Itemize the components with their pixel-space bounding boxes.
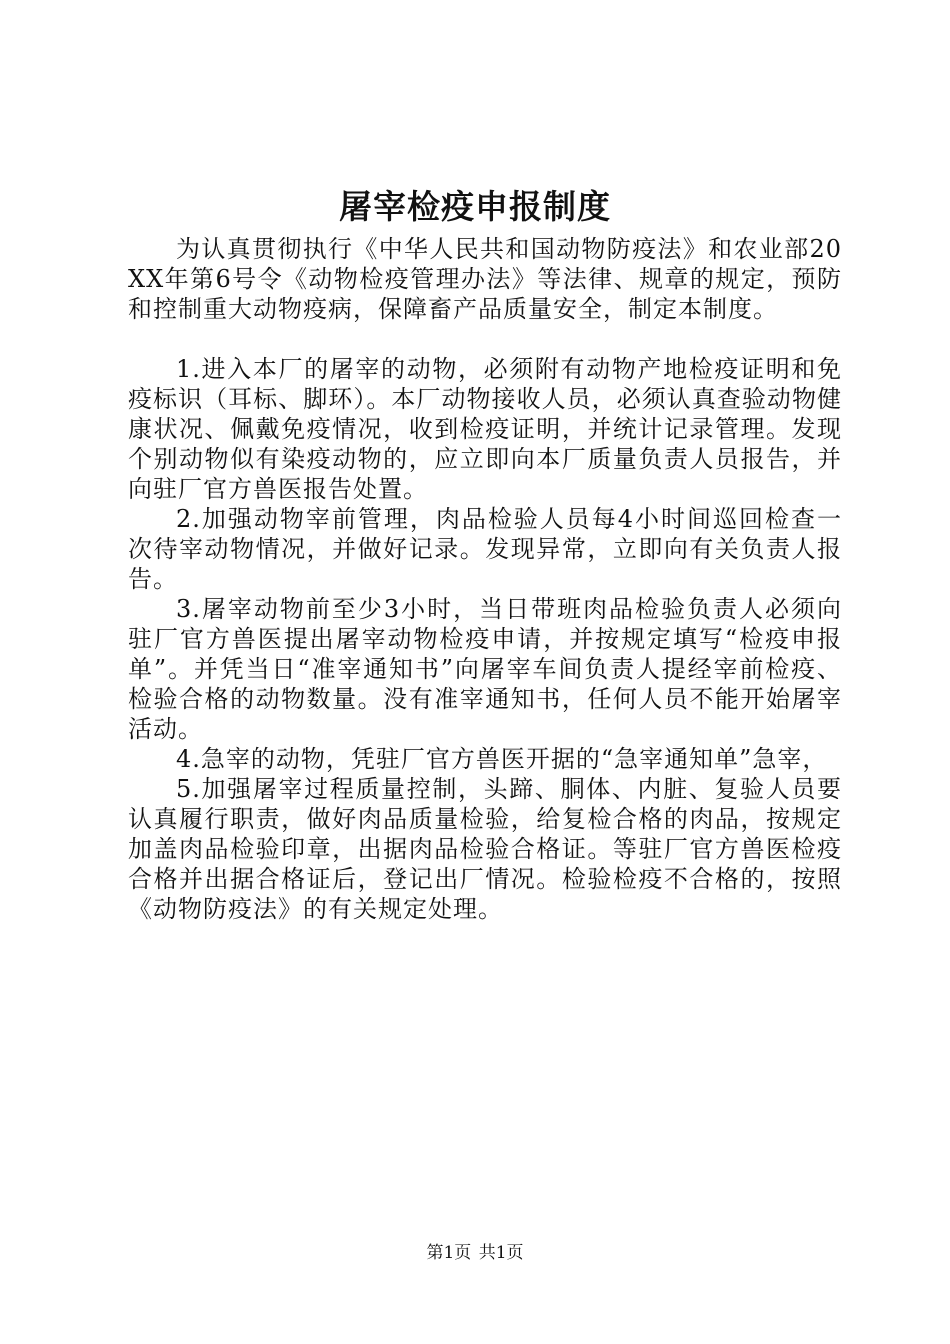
clause-paragraph-4: 4.急宰的动物，凭驻厂官方兽医开据的“急宰通知单”急宰， [176, 745, 828, 773]
clause-paragraph-1: 1.进入本厂的屠宰的动物，必须附有动物产地检疫证明和免疫标识（耳标、脚环）。本厂动物接收人员，必须认真查验动物健康状况、佩戴免疫情况，收到检疫证明，并统计记录管理。发现个别动物似有染疫动物的，应立即向本厂质量负责人员报告，并向驻厂官方兽医报告处置。 [128, 355, 842, 503]
page-total: 共1页 [478, 1243, 524, 1263]
clause-paragraph-2: 2.加强动物宰前管理，肉品检验人员每4小时间巡回检查一次待宰动物情况，并做好记录。发现异常，立即向有关负责人报告。 [128, 505, 842, 593]
document-title: 屠宰检疫申报制度 [339, 187, 611, 226]
page-footer [0, 1242, 950, 1264]
page-number: 第1页 [426, 1243, 472, 1263]
document-body [128, 234, 842, 924]
clause-paragraph-3: 3.屠宰动物前至少3小时，当日带班肉品检验负责人必须向驻厂官方兽医提出屠宰动物检疫申请，并按规定填写“检疫申报单”。并凭当日“准宰通知书”向屠宰车间负责人提经宰前检疫、检验合格的动物数量。没有准宰通知书，任何人员不能开始屠宰活动。 [128, 595, 842, 743]
intro-paragraph: 为认真贯彻执行《中华人民共和国动物防疫法》和农业部20XX年第6号令《动物检疫管理办法》等法律、规章的规定，预防和控制重大动物疫病，保障畜产品质量安全，制定本制度。 [128, 235, 842, 323]
clause-paragraph-5: 5.加强屠宰过程质量控制，头蹄、胴体、内脏、复验人员要认真履行职责，做好肉品质量检验，给复检合格的肉品，按规定加盖肉品检验印章，出据肉品检验合格证。等驻厂官方兽医检疫合格并出据合格证后，登记出厂情况。检验检疫不合格的，按照《动物防疫法》的有关规定处理。 [128, 775, 842, 923]
